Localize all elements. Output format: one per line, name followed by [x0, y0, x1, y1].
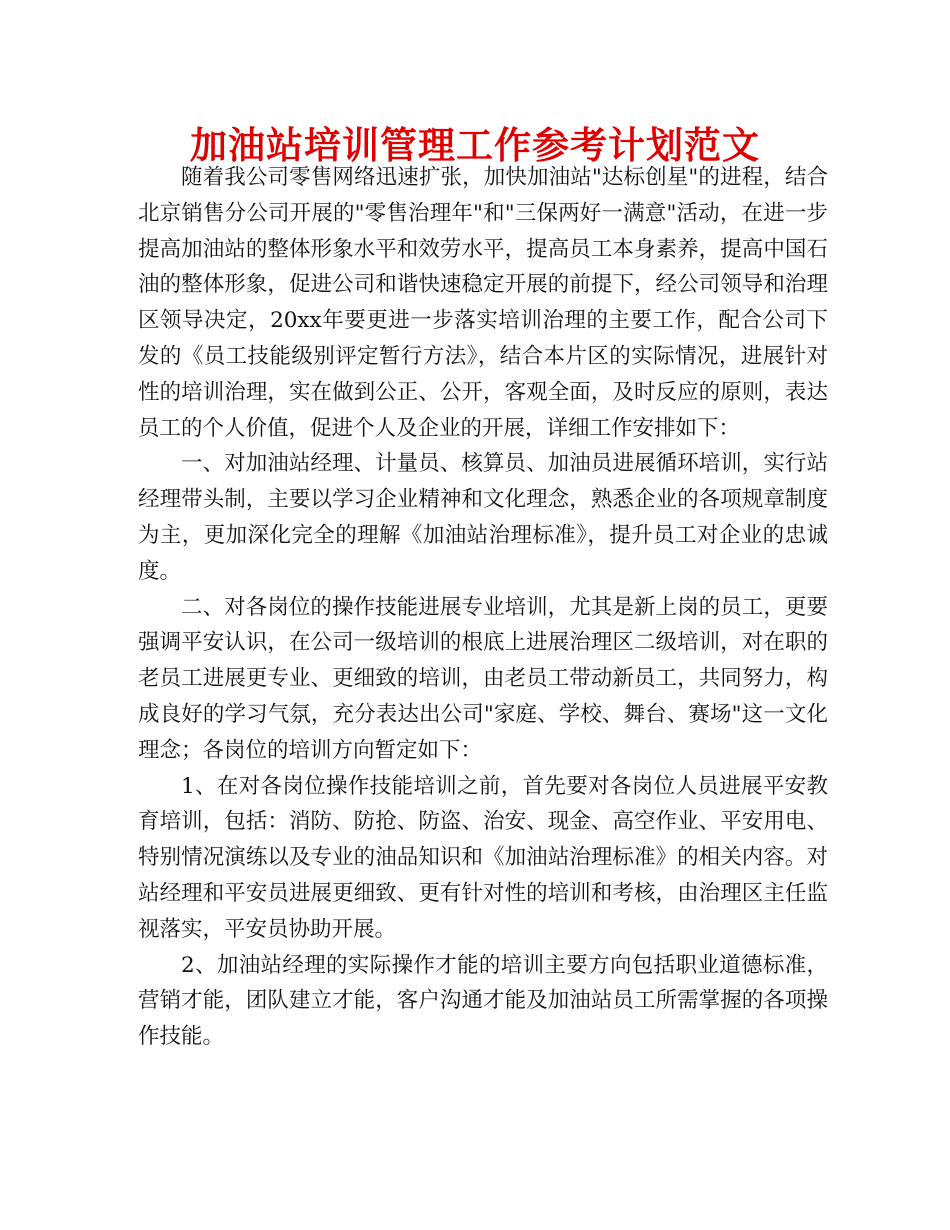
paragraph-intro: 随着我公司零售网络迅速扩张，加快加油站"达标创星"的进程，结合北京销售分公司开展的"零售治理年"和"三保两好一满意"活动，在进一步提高加油站的整体形象水平和效劳水平，提高员工本身素养，提高中国石油的整体形象，促进公司和谐快速稳定开展的前提下，经公司领导和治理区领导决定，20xx年要更进一步落实培训治理的主要工作，配合公司下发的《员工技能级别评定暂行方法》，结合本片区的实际情况，进展针对性的培训治理，实在做到公正、公开，客观全面，及时反应的原则，表达员工的个人价值，促进个人及企业的开展，详细工作安排如下： [138, 165, 828, 441]
paragraph-item-1: 1、在对各岗位操作技能培训之前，首先要对各岗位人员进展平安教育培训，包括：消防、防抢、防盗、治安、现金、高空作业、平安用电、特别情况演练以及专业的油品知识和《加油站治理标准》的相关内容。对站经理和平安员进展更细致、更有针对性的培训和考核，由治理区主任监视落实，平安员协助开展。 [138, 773, 828, 942]
document-title: 加油站培训管理工作参考计划范文 [190, 124, 760, 167]
paragraph-section-2: 二、对各岗位的操作技能进展专业培训，尤其是新上岗的员工，更要强调平安认识，在公司一级培训的根底上进展治理区二级培训，对在职的老员工进展更专业、更细致的培训，由老员工带动新员工，共同努力，构成良好的学习气氛，充分表达出公司"家庭、学校、舞台、赛场"这一文化理念；各岗位的培训方向暂定如下： [138, 594, 828, 763]
document-body [138, 160, 828, 1055]
paragraph-section-1: 一、对加油站经理、计量员、核算员、加油员进展循环培训，实行站经理带头制，主要以学习企业精神和文化理念，熟悉企业的各项规章制度为主，更加深化完全的理解《加油站治理标准》，提升员工对企业的忠诚度。 [138, 451, 828, 584]
paragraph-item-2: 2、加油站经理的实际操作才能的培训主要方向包括职业道德标准，营销才能，团队建立才能，客户沟通才能及加油站员工所需掌握的各项操作技能。 [138, 952, 828, 1050]
